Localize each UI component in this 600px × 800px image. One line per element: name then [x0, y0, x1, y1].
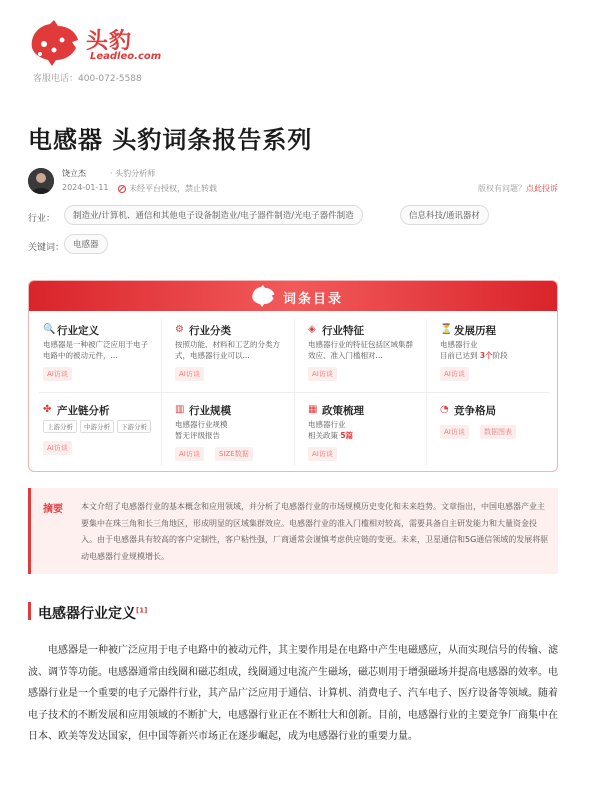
ban-icon	[118, 185, 126, 193]
author-avatar	[28, 168, 54, 194]
toc-item-desc: 按照功能、材料和工艺的分类方式，电感器行业可以...	[175, 340, 280, 360]
toc-item-value-chain[interactable]	[43, 403, 163, 472]
keywords-label: 关键词：	[28, 243, 65, 253]
page-title: 电感器 头豹词条报告系列	[28, 126, 313, 154]
toc-item-classification[interactable]	[175, 323, 295, 393]
ai-interview-chip[interactable]: AI访谈	[43, 441, 72, 455]
ai-interview-chip[interactable]: AI访谈	[175, 367, 204, 381]
ai-interview-chip[interactable]: AI访谈	[308, 447, 337, 461]
hotline-text: 客服电话：400-072-5588	[33, 74, 142, 84]
ai-interview-chip[interactable]: AI访谈	[440, 425, 469, 439]
abstract-text: 本文介绍了电感器行业的基本概念和应用领域，并分析了电感器行业的市场规模历史变化和未来趋势。文章指出，中国电感器产业主要集中在珠三角和长三角地区，形成明显的区域集群效应。电感器行业的准入门槛相对较高，需要具备自主研发能力和大量资金投入。由于电感器具有较高的客户定制性，客户粘性强，厂商通常会谨慎考虑供应链的变更。未来，卫星通信和5G通信领域的发展将驱动电感器行业规模增长。	[81, 502, 549, 561]
leopard-logo-icon	[28, 18, 80, 68]
pie-chart-icon: ◔	[440, 404, 449, 415]
report-link[interactable]: 点此投诉	[526, 184, 558, 193]
toc-header	[29, 281, 557, 311]
ai-interview-chip[interactable]: AI访谈	[175, 447, 204, 461]
ai-interview-chip[interactable]: AI访谈	[308, 367, 337, 381]
author-name[interactable]: 饶立杰	[62, 169, 86, 178]
leopard-icon	[249, 284, 277, 308]
author-org: · 头豹分析师	[110, 169, 156, 178]
hierarchy-icon: ⚙	[175, 324, 184, 335]
section-title	[38, 603, 147, 623]
toc-item-features[interactable]	[308, 323, 428, 393]
policy-count: 5篇	[340, 431, 354, 440]
size-data-chip[interactable]: SIZE数据	[215, 447, 253, 461]
abstract-label: 摘要	[43, 504, 63, 515]
policy-icon: ▦	[308, 404, 318, 415]
repost-notice-text: 未经平台授权，禁止转载	[129, 184, 217, 193]
toc-item-history[interactable]	[440, 323, 558, 393]
toc-item-title: 行业分类	[189, 325, 231, 337]
footnote-ref[interactable]: [1]	[136, 606, 148, 615]
toc-item-competition[interactable]	[440, 403, 558, 472]
toc-item-desc	[308, 419, 420, 441]
data-chart-chip[interactable]: 数据图表	[480, 425, 516, 439]
upstream-tag[interactable]: 上游分析	[43, 420, 77, 433]
toc-panel	[28, 280, 558, 472]
toc-heading: 词条目录	[283, 292, 344, 307]
toc-item-desc: 电感器行业的特征包括区域集群效应、准入门槛相对...	[308, 340, 413, 360]
toc-item-desc: 电感器是一种被广泛应用于电子电路中的被动元件，...	[43, 340, 148, 360]
toc-item-market-size[interactable]	[175, 403, 295, 472]
brand-logo[interactable]	[28, 18, 162, 68]
toc-item-title: 政策梳理	[322, 405, 364, 417]
brand-name-en: Leadleo.com	[90, 51, 162, 62]
toc-item-title: 行业规模	[189, 405, 231, 417]
hourglass-icon: ⏳	[440, 324, 453, 335]
ai-interview-chip[interactable]: AI访谈	[43, 367, 72, 381]
bar-chart-icon: ▥	[175, 404, 185, 415]
copyright-question: 版权有问题？	[478, 184, 526, 193]
copyright-notice	[478, 183, 558, 194]
features-icon: ◈	[308, 324, 316, 335]
chain-icon: ✤	[43, 404, 52, 415]
midstream-tag[interactable]: 中游分析	[80, 420, 114, 433]
toc-item-title: 行业定义	[57, 325, 99, 337]
toc-item-desc: 电感器行业规模 暂无评级报告	[175, 420, 228, 440]
toc-item-desc-suffix: 阶段	[492, 351, 508, 360]
section-accent-bar	[28, 602, 31, 620]
toc-item-title: 行业特征	[322, 325, 364, 337]
toc-item-desc	[440, 339, 552, 361]
toc-item-policy[interactable]	[308, 403, 428, 472]
section-title-text: 电感器行业定义	[38, 606, 136, 622]
industry-label: 行业：	[28, 214, 56, 224]
keyword-tag[interactable]: 电感器	[64, 234, 108, 254]
section-body: 电感器是一种被广泛应用于电子电路中的被动元件，其主要作用是在电路中产生电磁感应，从而实现信号的传输、滤波、调节等功能。电感器通常由线圈和磁芯组成，线圈通过电流产生磁场，磁芯则用于增强磁场并提高电感器的效率。电感器行业是一个重要的电子元器件行业，其产品广泛应用于通信、计算机、消费电子、汽车电子、医疗设备等领域。随着电子技术的不断发展和应用领域的不断扩大，电感器行业正在不断壮大和创新。目前，电感器行业的主要竞争厂商集中在日本、欧美等发达国家，但中国等新兴市场正在逐步崛起，成为电感器行业的重要力量。	[28, 645, 558, 742]
industry-tag[interactable]: 信息科技/通讯器材	[400, 205, 489, 225]
stage-count: 3个	[479, 351, 493, 360]
abstract-box	[28, 488, 558, 574]
toc-item-title: 产业链分析	[57, 405, 110, 417]
industry-tag[interactable]: 制造业/计算机、通信和其他电子设备制造业/电子器件制造/光电子器件制造	[64, 205, 363, 225]
toc-item-title: 发展历程	[454, 325, 496, 337]
ai-interview-chip[interactable]: AI访谈	[440, 367, 469, 381]
toc-item-title: 竞争格局	[454, 405, 496, 417]
repost-notice	[118, 183, 217, 194]
toc-item-desc-line: 电感器行业 相关政策	[308, 420, 346, 440]
toc-item-desc-line: 电感器行业 目前已达到	[440, 340, 478, 360]
brand-name-cn: 头豹	[86, 29, 133, 54]
search-doc-icon: 🔍	[43, 324, 56, 335]
avatar-icon	[28, 168, 54, 194]
toc-item-definition[interactable]	[43, 323, 163, 393]
downstream-tag[interactable]: 下游分析	[117, 420, 151, 433]
publish-date: 2024-01-11	[62, 183, 109, 192]
